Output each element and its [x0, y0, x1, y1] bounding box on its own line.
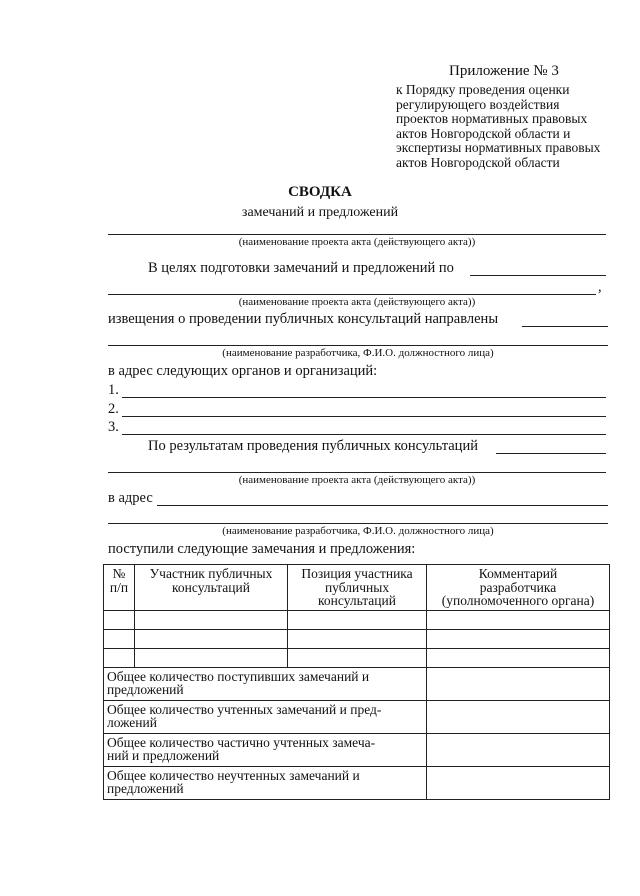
act-name-caption: (наименование проекта акта (действующего акта))	[238, 296, 476, 308]
table-row	[104, 648, 610, 667]
appendix-line: регулирующего воздействия	[396, 96, 560, 112]
developer-field-line	[157, 505, 608, 506]
developer-caption: (наименование разработчика, Ф.И.О. должностного лица)	[222, 347, 494, 359]
header-participant: Участник публичных консультаций	[135, 565, 288, 611]
header-position: Позиция участника публичных консультаций	[288, 565, 427, 611]
paragraph-results: По результатам проведения публичных консультаций	[148, 438, 478, 454]
developer-field-line	[108, 345, 608, 346]
act-field-line	[108, 472, 606, 473]
appendix-line: экспертизы нормативных правовых	[396, 140, 601, 155]
paragraph-address: в адрес	[108, 490, 153, 506]
summary-row-received	[104, 667, 610, 700]
act-name-caption: (наименование проекта акта (действующего акта))	[238, 474, 476, 486]
summary-value	[427, 733, 610, 766]
appendix-line: актов Новгородской области и	[396, 125, 571, 141]
paragraph-recipients: в адрес следующих органов и организаций:	[108, 363, 378, 379]
document-title: СВОДКА	[288, 184, 352, 200]
remarks-table	[103, 564, 610, 800]
table-row	[104, 629, 610, 648]
summary-label: Общее количество частично учтенных замеча- ний и предложений	[104, 733, 427, 766]
summary-label: Общее количество учтенных замечаний и пред- ложений	[104, 700, 427, 733]
appendix-line: проектов нормативных правовых	[396, 111, 588, 126]
table-row	[104, 610, 610, 629]
list-item-number: 2.	[108, 401, 119, 417]
comma: ,	[598, 279, 602, 295]
summary-label: Общее количество поступивших замечаний и предложений	[104, 667, 427, 700]
paragraph-notice-sent: извещения о проведении публичных консультаций направлены	[108, 311, 499, 327]
appendix-line: актов Новгородской области	[396, 154, 560, 170]
act-name-line	[108, 234, 606, 235]
summary-row-partially-accepted	[104, 733, 610, 766]
act-field-line	[108, 294, 596, 295]
header-number: № п/п	[104, 565, 135, 611]
paragraph-consultation-purpose: В целях подготовки замечаний и предложений по	[148, 260, 454, 276]
list-item-number: 3.	[108, 419, 119, 435]
paragraph-received: поступили следующие замечания и предложения:	[108, 541, 416, 557]
developer-field-line	[522, 326, 608, 327]
act-field-line	[470, 275, 606, 276]
summary-value	[427, 667, 610, 700]
appendix-number: Приложение № 3	[449, 63, 559, 79]
list-item-number: 1.	[108, 382, 119, 398]
act-name-caption: (наименование проекта акта (действующего акта))	[238, 236, 476, 248]
developer-caption: (наименование разработчика, Ф.И.О. должностного лица)	[222, 525, 494, 537]
summary-value	[427, 766, 610, 799]
document-subtitle: замечаний и предложений	[241, 205, 399, 220]
header-comment: Комментарий разработчика (уполномоченного органа)	[427, 565, 610, 611]
summary-label: Общее количество неучтенных замечаний и предложений	[104, 766, 427, 799]
recipient-line	[122, 434, 606, 435]
summary-value	[427, 700, 610, 733]
summary-row-rejected	[104, 766, 610, 799]
developer-field-line	[108, 523, 608, 524]
table-header-row	[104, 565, 610, 611]
appendix-reference	[396, 83, 621, 170]
act-field-line	[496, 453, 606, 454]
recipient-line	[122, 397, 606, 398]
summary-row-accepted	[104, 700, 610, 733]
appendix-line: к Порядку проведения оценки	[396, 82, 570, 97]
recipient-line	[122, 416, 606, 417]
